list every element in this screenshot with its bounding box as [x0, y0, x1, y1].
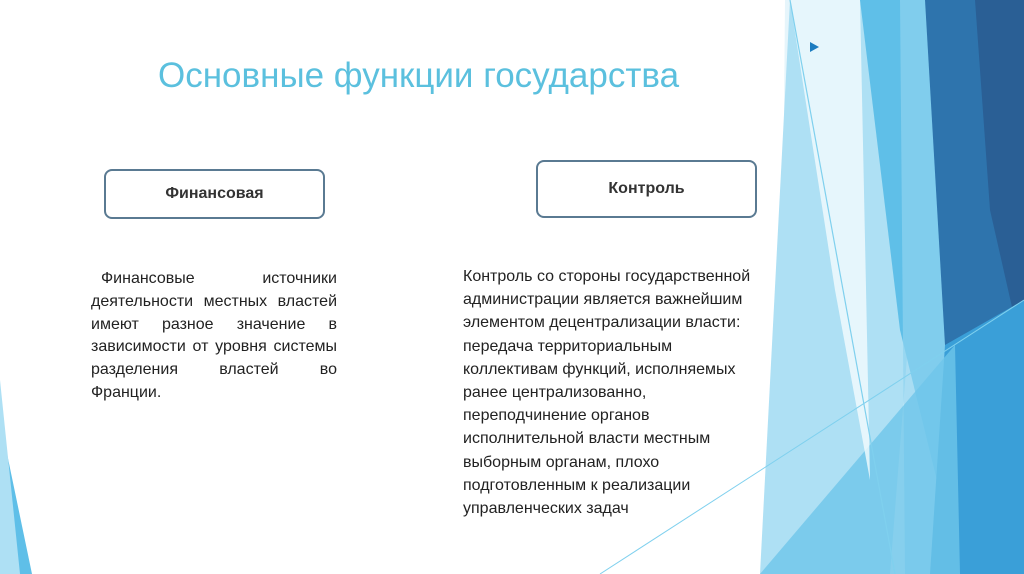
financial-function-box: Финансовая	[104, 169, 325, 219]
control-line: исполнительной власти местным	[463, 430, 711, 448]
control-line: Контроль со стороны государственной	[463, 268, 751, 285]
left-triangle-light	[0, 380, 20, 574]
control-line: подготовленным к реализации	[463, 476, 691, 494]
control-line: коллективам функций, исполняемых	[463, 360, 736, 378]
control-line: ранее централизованно,	[463, 384, 647, 402]
control-line: передача территориальным	[463, 337, 673, 355]
control-line: выборным органам, плохо	[463, 453, 660, 471]
control-line: элементом децентрализации власти:	[463, 314, 741, 332]
control-line: администрации является важнейшим	[463, 291, 743, 309]
control-function-box: Контроль	[536, 160, 757, 218]
slide-title: Основные функции государства	[158, 56, 680, 95]
financial-description: Финансовые источники деятельности местных властей имеют разное значение в зависимости от уровня системы разделения властей во Франции.	[91, 270, 337, 401]
control-line: переподчинение органов	[463, 407, 650, 425]
control-line: управленческих задач	[463, 500, 629, 518]
control-description	[463, 265, 823, 520]
